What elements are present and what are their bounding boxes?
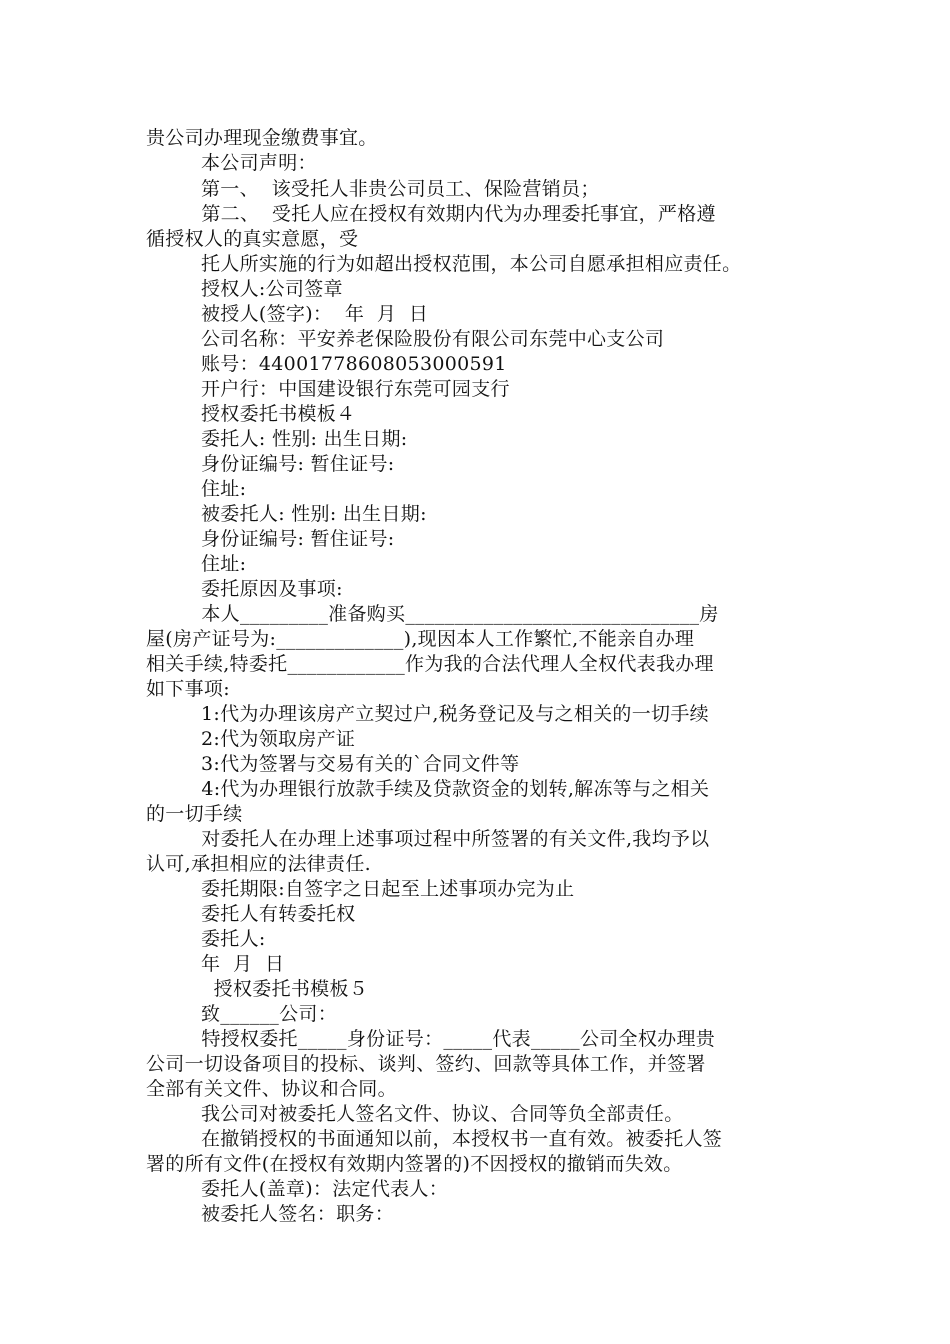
text-line: 托人所实施的行为如超出授权范围，本公司自愿承担相应责任。 bbox=[201, 253, 742, 275]
text-line: 委托人有转委托权 bbox=[201, 903, 356, 925]
text-line: 本人_________准备购买______________________________房 bbox=[195, 603, 719, 625]
text-line: 年 月 日 bbox=[201, 953, 285, 975]
text-line: 开户行：中国建设银行东莞可园支行 bbox=[201, 378, 510, 400]
text-line: 委托原因及事项: bbox=[201, 578, 343, 600]
text-line: 3:代为签署与交易有关的`合同文件等 bbox=[201, 753, 520, 775]
text-line: 特授权委托_____身份证号：_____代表_____公司全权办理贵 bbox=[195, 1028, 716, 1050]
text-line: 2:代为领取房产证 bbox=[201, 728, 356, 750]
text-line: 致______公司： bbox=[201, 1003, 338, 1025]
text-line: 委托人: 性别: 出生日期: bbox=[201, 428, 408, 450]
text-line: 委托人: bbox=[201, 928, 266, 950]
text-line: 授权人:公司签章 bbox=[201, 278, 343, 300]
text-line: 委托人(盖章)：法定代表人： bbox=[201, 1178, 449, 1200]
text-line: 授权委托书模板５ bbox=[201, 978, 369, 1000]
text-line: 署的所有文件(在授权有效期内签署的)不因授权的撤销而失效。 bbox=[146, 1153, 683, 1175]
text-line: 在撤销授权的书面通知以前，本授权书一直有效。被委托人签 bbox=[201, 1128, 723, 1150]
text-line: 对委托人在办理上述事项过程中所签署的有关文件,我均予以 bbox=[195, 828, 710, 850]
text-line: 身份证编号: 暂住证号: bbox=[201, 528, 395, 550]
text-line: 第二、 受托人应在授权有效期内代为办理委托事宜，严格遵 bbox=[195, 203, 716, 225]
text-line: 全部有关文件、协议和合同。 bbox=[146, 1078, 397, 1100]
text-line: 4:代为办理银行放款手续及贷款资金的划转,解冻等与之相关 bbox=[195, 778, 710, 800]
text-line: 相关手续,特委托____________作为我的合法代理人全权代表我办理 bbox=[146, 653, 714, 675]
text-line: 屋(房产证号为:_____________),现因本人工作繁忙,不能亲自办理 bbox=[146, 628, 695, 650]
text-line: 本公司声明： bbox=[201, 152, 317, 174]
text-line: 被委托人: 性别: 出生日期: bbox=[201, 503, 427, 525]
text-line: 住址: bbox=[201, 478, 247, 500]
text-line: 被委托人签名：职务： bbox=[201, 1203, 395, 1225]
text-line: 住址: bbox=[201, 553, 247, 575]
text-line: 身份证编号: 暂住证号: bbox=[201, 453, 395, 475]
text-line: 账号：44001778608053000591 bbox=[201, 353, 507, 375]
text-line: 公司名称：平安养老保险股份有限公司东莞中心支公司 bbox=[201, 328, 665, 350]
text-line: 循授权人的真实意愿，受 bbox=[146, 228, 359, 250]
text-line: 委托期限:自签字之日起至上述事项办完为止 bbox=[201, 878, 575, 900]
text-line: 如下事项: bbox=[146, 678, 230, 700]
text-line: 的一切手续 bbox=[146, 803, 243, 825]
text-line: 第一、 该受托人非贵公司员工、保险营销员； bbox=[201, 178, 600, 200]
text-line: 贵公司办理现金缴费事宜。 bbox=[146, 127, 378, 149]
text-line: 我公司对被委托人签名文件、协议、合同等负全部责任。 bbox=[201, 1103, 684, 1125]
text-line: 授权委托书模板４ bbox=[201, 403, 356, 425]
text-line: 被授人(签字)： 年 月 日 bbox=[201, 303, 429, 325]
text-line: 1:代为办理该房产立契过户,税务登记及与之相关的一切手续 bbox=[201, 703, 709, 725]
text-line: 公司一切设备项目的投标、谈判、签约、回款等具体工作，并签署 bbox=[146, 1053, 706, 1075]
text-line: 认可,承担相应的法律责任. bbox=[146, 853, 371, 875]
